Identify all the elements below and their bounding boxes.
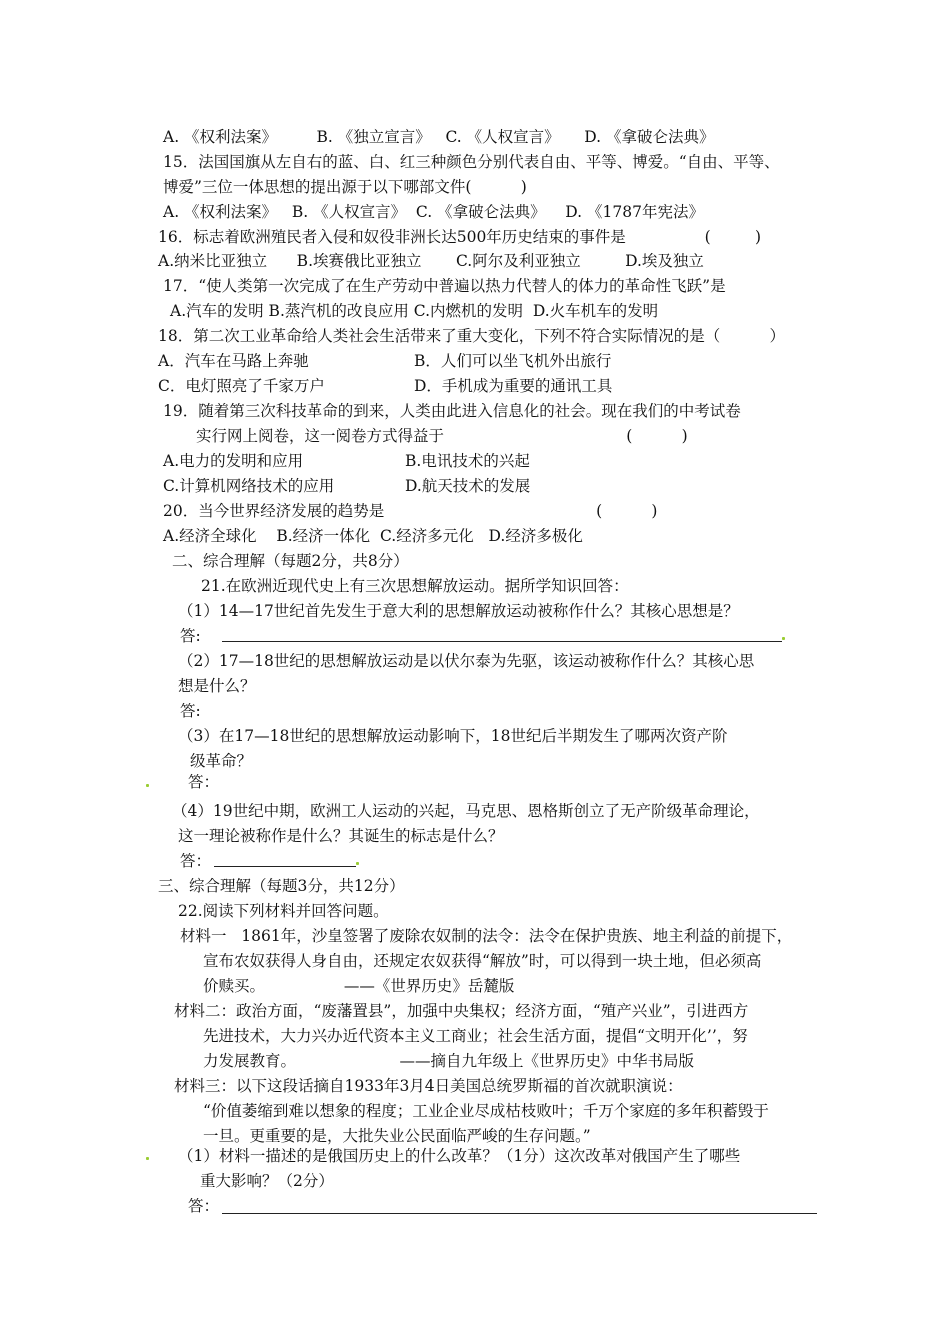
q18-stem: 18．第二次工业革命给人类社会生活带来了重大变化，下列不符合实际情况的是（ ） [158,327,785,345]
q21-part2-line2: 想是什么？ [178,677,256,695]
q22-part1-line1: （1）材料一描述的是俄国历史上的什么改革？（1分）这次改革对俄国产生了哪些 [178,1147,741,1165]
q20-stem: 20．当今世界经济发展的趋势是 ( ) [163,502,658,520]
q19-stem-line2: 实行网上阅卷，这一阅卷方式得益于 ( ) [196,427,688,445]
scan-speck [146,784,149,787]
q19-option-a: A.电力的发明和应用 [163,452,304,470]
q22-part1-line2: 重大影响？（2分） [200,1172,334,1190]
q15-stem-line1: 15．法国国旗从左自右的蓝、白、红三种颜色分别代表自由、平等、博爱。“自由、平等、 [163,153,780,171]
q21-part2-answer-label: 答: [180,702,201,720]
section3-heading: 三、综合理解（每题3分，共12分） [158,877,405,895]
material2-line3: 力发展教育。 ——摘自九年级上《世界历史》中华书局版 [203,1052,694,1070]
q16-stem: 16．标志着欧洲殖民者入侵和奴役非洲长达500年历史结束的事件是 ( ) [158,228,762,246]
scan-speck [146,1157,149,1160]
q21-part1: （1）14—17世纪首先发生于意大利的思想解放运动被称作什么？其核心思想是？ [178,602,739,620]
q21-part1-answer-line[interactable] [222,641,782,642]
material1-line1: 材料一 1861年，沙皇签署了废除农奴制的法令：法令在保护贵族、地主利益的前提下， [180,927,793,945]
q16-options: A.纳米比亚独立 B.埃赛俄比亚独立 C.阿尔及利亚独立 D.埃及独立 [158,252,704,270]
q19-option-b: B.电讯技术的兴起 [405,452,530,470]
q21-part4-answer-line[interactable] [214,866,356,867]
q21-part3-line2: 级革命？ [190,752,253,770]
material1-line3: 价赎买。 ——《世界历史》岳麓版 [203,977,515,995]
material1-line2: 宣布农奴获得人身自由，还规定农奴获得“解放”时，可以得到一块土地，但必须高 [203,952,762,970]
q20-options: A.经济全球化 B.经济一体化 C.经济多元化 D.经济多极化 [163,527,583,545]
q19-option-c: C.计算机网络技术的应用 [163,477,335,495]
q21-part3-line1: （3）在17—18世纪的思想解放运动影响下，18世纪后半期发生了哪两次资产阶 [178,727,728,745]
q21-stem: 21.在欧洲近现代史上有三次思想解放运动。据所学知识回答： [201,577,629,595]
q21-part3-answer-label: 答： [188,773,220,791]
q17-stem: 17．“使人类第一次完成了在生产劳动中普遍以热力代替人的体力的革命性飞跃”是 [163,277,726,295]
q22-part1-answer-label: 答： [188,1197,220,1215]
scan-speck [782,637,785,640]
q21-part4-line2: 这一理论被称作是什么？其诞生的标志是什么？ [178,827,504,845]
scan-speck [356,862,359,865]
material3-quote-line2: 一旦。更重要的是，大批失业公民面临严峻的生存问题。” [203,1127,591,1145]
q22-part1-answer-line[interactable] [222,1213,817,1214]
q22-stem: 22.阅读下列材料并回答问题。 [178,902,389,920]
section2-heading: 二、综合理解（每题2分，共8分） [172,552,409,570]
q17-options: A.汽车的发明 B.蒸汽机的改良应用 C.内燃机的发明 D.火车机车的发明 [170,302,659,320]
q19-option-d: D.航天技术的发展 [405,477,531,495]
material3-quote-line1: “价值萎缩到难以想象的程度；工业企业尽成枯枝败叶；千万个家庭的多年积蓄毁于 [203,1102,769,1120]
material3-line1: 材料三：以下这段话摘自1933年3月4日美国总统罗斯福的首次就职演说： [174,1077,683,1095]
q18-option-a: A．汽车在马路上奔驰 [158,352,309,370]
q14-options: A. 《权利法案》 B. 《独立宣言》 C. 《人权宣言》 D. 《拿破仑法典》 [163,128,715,146]
q21-part2-line1: （2）17—18世纪的思想解放运动是以伏尔泰为先驱，该运动被称作什么？其核心思 [178,652,755,670]
material2-line2: 先进技术，大力兴办近代资本主义工商业；社会生活方面，提倡“文明开化’’，努 [203,1027,748,1045]
q21-part4-line1: （4）19世纪中期，欧洲工人运动的兴起，马克思、恩格斯创立了无产阶级革命理论， [172,802,760,820]
q21-part4-answer-label: 答： [180,852,212,870]
material2-line1: 材料二：政治方面，“废藩置县”，加强中央集权；经济方面，“殖产兴业”，引进西方 [174,1002,749,1020]
q15-options: A. 《权利法案》 B. 《人权宣言》 C. 《拿破仑法典》 D. 《1787年宪法》 [163,203,704,221]
q18-option-d: D．手机成为重要的通讯工具 [414,377,613,395]
q18-option-b: B．人们可以坐飞机外出旅行 [414,352,612,370]
q15-stem-line2: 博爱”三位一体思想的提出源于以下哪部文件( ) [163,178,527,196]
q18-option-c: C．电灯照亮了千家万户 [158,377,325,395]
q19-stem-line1: 19．随着第三次科技革命的到来，人类由此进入信息化的社会。现在我们的中考试卷 [163,402,741,420]
q21-part1-answer-label: 答: [180,627,201,645]
